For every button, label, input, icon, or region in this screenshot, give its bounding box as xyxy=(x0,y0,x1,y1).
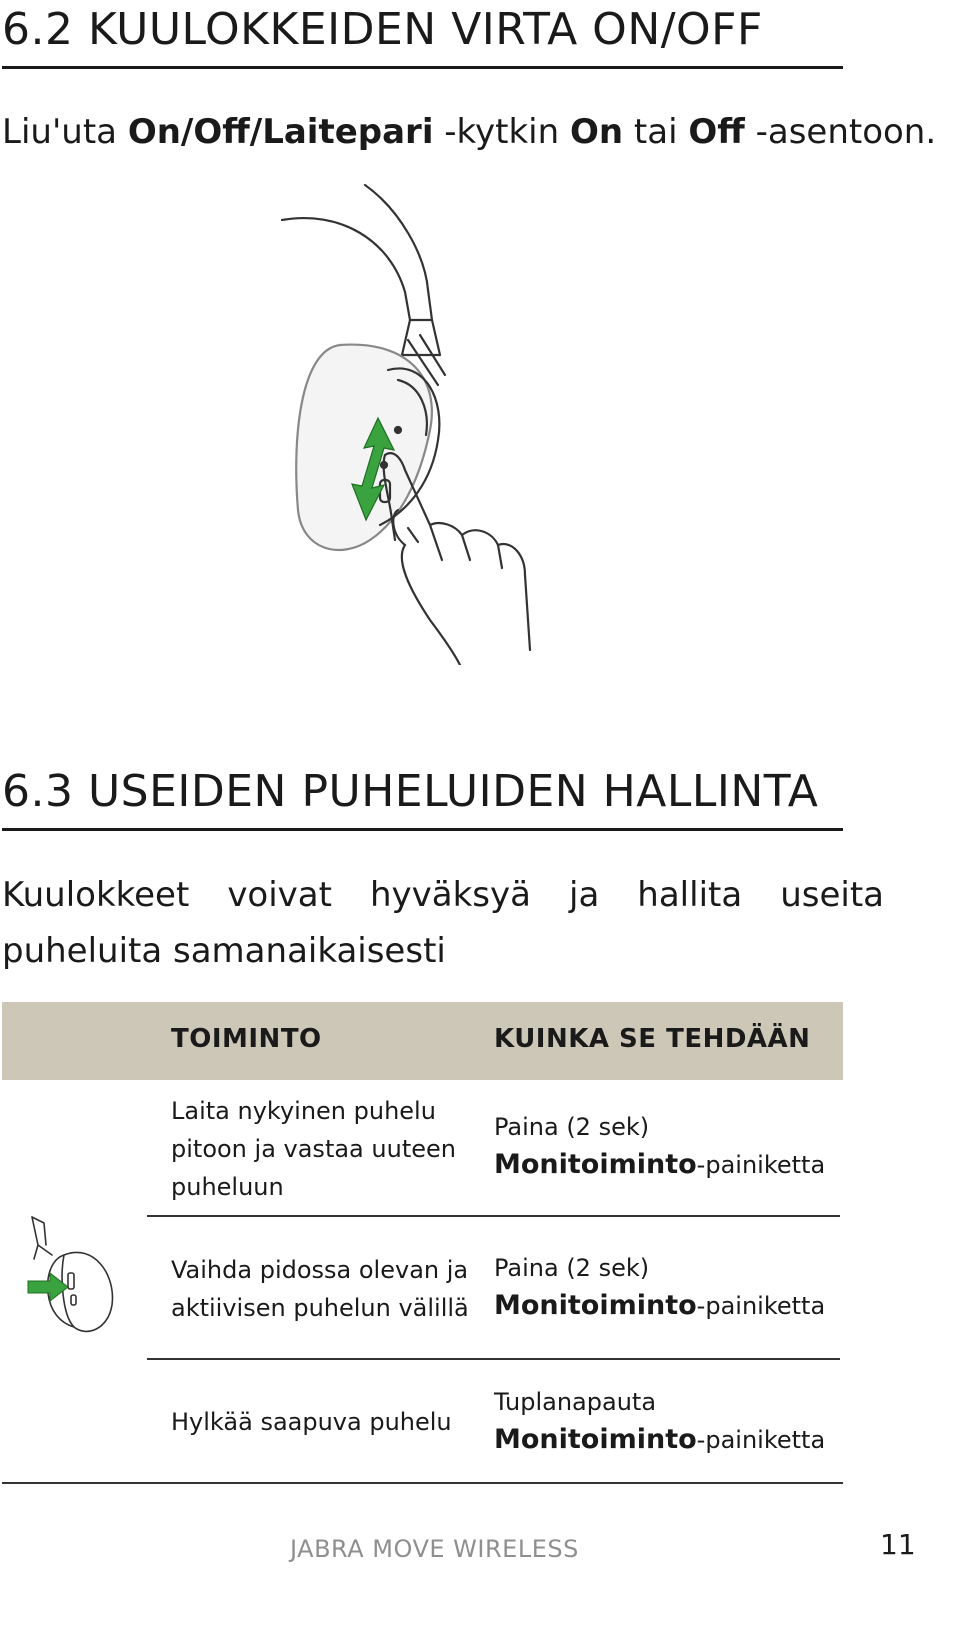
how-text: Paina (2 sek) xyxy=(494,1113,650,1141)
button-name: Monitoiminto xyxy=(494,1290,697,1321)
paragraph-word: hallita xyxy=(637,875,743,915)
table-header-action: TOIMINTO xyxy=(171,1024,322,1054)
paragraph-word: useita xyxy=(780,875,884,915)
button-name: Monitoiminto xyxy=(494,1424,697,1455)
action-text: Vaihda pidossa olevan ja xyxy=(171,1256,469,1284)
heading-rule xyxy=(2,66,843,69)
power-instruction xyxy=(2,112,936,152)
headphone-slide-switch-illustration xyxy=(280,180,550,665)
off-label: Off xyxy=(688,112,745,152)
section-heading-power: 6.2 KUULOKKEIDEN VIRTA ON/OFF xyxy=(2,4,763,55)
button-name: Monitoiminto xyxy=(494,1149,697,1180)
table-row xyxy=(171,1403,471,1441)
heading-rule xyxy=(2,828,843,831)
action-text: aktiivisen puhelun välillä xyxy=(171,1294,469,1322)
instruction-text: Liu'uta xyxy=(2,112,128,152)
switch-name: On/Off/Laitepari xyxy=(127,112,434,152)
instruction-text: -kytkin xyxy=(433,112,570,152)
table-cell-how xyxy=(494,1249,834,1325)
action-text: pitoon ja vastaa uuteen xyxy=(171,1135,456,1163)
action-text: puheluun xyxy=(171,1173,284,1201)
page-number: 11 xyxy=(880,1528,916,1561)
how-text: Tuplanapauta xyxy=(494,1388,657,1416)
section-heading-calls: 6.3 USEIDEN PUHELUIDEN HALLINTA xyxy=(2,766,819,817)
paragraph-word: Kuulokkeet xyxy=(2,875,190,915)
action-text: Laita nykyinen puhelu xyxy=(171,1097,436,1125)
paragraph-word: ja xyxy=(569,875,600,915)
on-label: On xyxy=(569,112,624,152)
instruction-text: tai xyxy=(623,112,689,152)
headphone-button-press-icon xyxy=(24,1215,119,1340)
instruction-text: -asentoon. xyxy=(744,112,937,152)
paragraph-word: voivat xyxy=(227,875,332,915)
table-row xyxy=(171,1251,471,1327)
footer-brand: JABRA MOVE WIRELESS xyxy=(290,1535,579,1563)
paragraph-line xyxy=(2,867,884,923)
paragraph-word: hyväksyä xyxy=(369,875,531,915)
paragraph-line: puheluita samanaikaisesti xyxy=(2,931,446,971)
table-cell-how xyxy=(494,1108,834,1184)
calls-intro-paragraph xyxy=(2,867,884,979)
action-text: Hylkää saapuva puhelu xyxy=(171,1408,452,1436)
table-header-how: KUINKA SE TEHDÄÄN xyxy=(494,1024,811,1054)
how-text: Paina (2 sek) xyxy=(494,1254,650,1282)
how-text: -painiketta xyxy=(696,1151,826,1179)
table-cell-how xyxy=(494,1383,834,1459)
table-row xyxy=(171,1092,471,1206)
how-text: -painiketta xyxy=(696,1426,826,1454)
how-text: -painiketta xyxy=(696,1292,826,1320)
row-divider xyxy=(147,1358,840,1360)
row-divider xyxy=(147,1215,840,1217)
row-divider xyxy=(2,1482,843,1484)
